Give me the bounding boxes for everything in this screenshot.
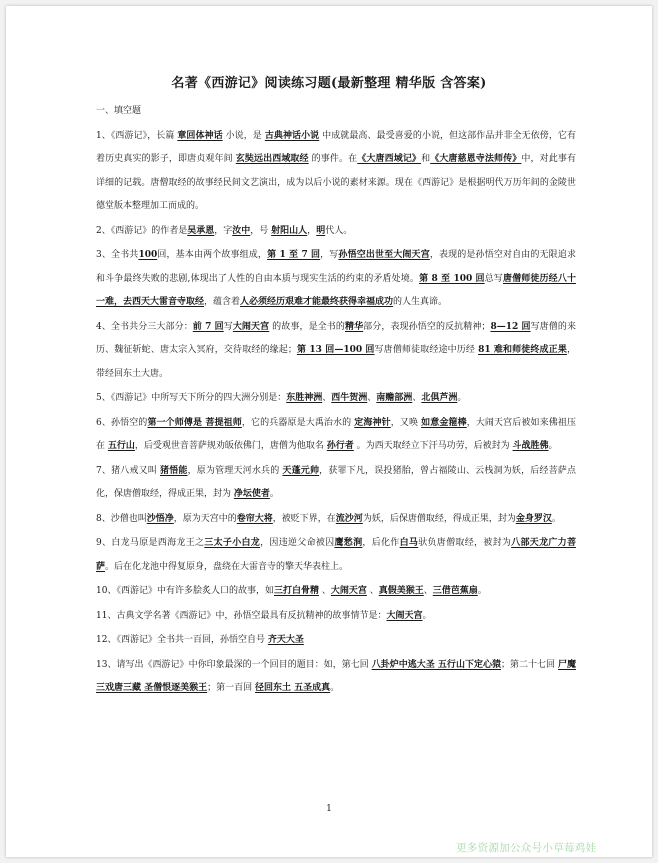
question-text: ，因违逆父命被囚 [260, 538, 335, 548]
question-text: ，被贬下界，在 [272, 513, 336, 524]
question-3 [96, 244, 576, 315]
question-text: 3、全书共 [96, 250, 139, 260]
watermark: 更多资源加公众号小草莓鸡娃 [456, 842, 597, 854]
answer-text: 《大唐西域记》 [357, 154, 422, 164]
question-text: 。 [269, 489, 279, 499]
question-text: ，号 [250, 225, 272, 236]
question-text: 5、《西游记》中所写天下所分的四大洲分别是： [96, 393, 287, 403]
question-text: 。 [548, 441, 558, 451]
question-text: 6、孙悟空的 [96, 417, 148, 428]
question-text: 驮负唐僧取经，被封为 [418, 538, 512, 548]
answer-text: 8—12 回 [490, 321, 531, 332]
answer-text: 斗战胜佛 [512, 441, 549, 451]
answer-text: 孙行者 [326, 441, 354, 451]
question-text: 小说，是 [222, 130, 265, 141]
answer-text: 玄奘远出西域取经 [235, 154, 309, 164]
question-text: 的故事，是全书的 [269, 321, 345, 332]
question-text: 中成就最高、最受喜爱的小说，但这部作品并非全无依傍，它有着历史真实的影子，即唐贞观年间 [96, 130, 576, 164]
question-text: 、 [322, 393, 332, 403]
question-text: ，带经回东土大唐。 [96, 345, 576, 379]
answer-text: 尸魔三戏唐三藏 圣僧恨逐美猴王 [96, 659, 576, 693]
question-text: 、 [423, 586, 433, 596]
question-text: 、 [318, 586, 331, 596]
question-6 [96, 412, 576, 459]
question-text: 10、《西游记》中有许多脍炙人口的故事，如 [96, 586, 274, 596]
answer-text: 五行山 [107, 441, 135, 451]
question-list [96, 125, 576, 701]
answer-text: 前 7 回 [192, 321, 224, 332]
question-text: 部分，表现孙悟空的反抗精神； [363, 321, 491, 332]
question-text: 。 [477, 586, 487, 596]
question-text: ，原为天宫中的 [173, 513, 237, 524]
answer-text: 射阳山人 [271, 225, 308, 236]
answer-text: 第 1 至 7 回 [267, 250, 321, 260]
answer-text: 沙悟净 [146, 513, 174, 524]
answer-text: 大闹天宫 [232, 321, 270, 332]
answer-text: 如意金箍棒 [421, 417, 467, 428]
question-text: 写唐僧师徒取经途中历经 [374, 345, 479, 355]
question-text: 。 [330, 683, 340, 693]
answer-text: 古典神话小说 [264, 130, 320, 141]
question-8 [96, 508, 576, 532]
answer-text: 流沙河 [335, 513, 363, 524]
question-11 [96, 605, 576, 629]
question-text: 1、《西游记》，长篇 [96, 130, 178, 141]
answer-text: 齐天大圣 [267, 635, 304, 645]
document-page [6, 6, 652, 857]
answer-text: 净坛使者 [233, 489, 270, 499]
question-text: ，后化作 [362, 538, 400, 548]
question-text: ，表现的是孙悟空对自由的无限追求和斗争最终失败的悲剧,体现出了人性的自由本质与现实生活的约束的矛盾处境。 [96, 250, 576, 284]
question-text: 。 [551, 513, 561, 524]
question-text: ；第一百回 [207, 683, 256, 693]
answer-text: 北俱芦洲 [421, 393, 458, 403]
answer-text: 定海神针 [354, 417, 391, 428]
answer-text: 第 13 回—100 回 [296, 345, 375, 355]
answer-text: 第一个师傅是 菩提祖师 [147, 417, 242, 428]
question-text: ，后受观世音菩萨规劝皈依佛门，唐僧为他取名 [134, 441, 327, 451]
answer-text: 吴承恩 [187, 225, 215, 236]
answer-text: 南赡部洲 [376, 393, 413, 403]
answer-text: 三太子小白龙 [204, 538, 261, 548]
answer-text: 真假美猴王 [378, 586, 424, 596]
question-text: ，它的兵器原是大禹治水的 [241, 417, 355, 428]
question-text: 。后在化龙池中得复原身，盘绕在大雷音寺的擎天华表柱上。 [105, 561, 349, 572]
question-text: 13、请写出《西游记》中你印象最深的一个回目的题目：如，第七回 [96, 659, 372, 670]
question-7 [96, 460, 576, 507]
question-text: ， [307, 225, 317, 236]
answer-text: 八卦炉中逃大圣 五行山下定心猿 [371, 659, 501, 670]
answer-text: 八部天龙广力菩萨 [96, 538, 576, 572]
answer-text: 三借芭蕉扇 [432, 586, 478, 596]
answer-text: 卷帘大将 [236, 513, 273, 524]
question-text: 。 [422, 610, 432, 621]
question-text: 7、猪八戒又叫 [96, 465, 161, 476]
question-text: ，又唤 [390, 417, 422, 428]
question-text: 2、《西游记》的作者是 [96, 225, 188, 236]
question-12 [96, 629, 576, 653]
question-text: 回，基本由两个故事组成， [157, 250, 268, 260]
question-text: 、 [366, 586, 379, 596]
question-text: ，大闹天宫后被如来佛祖压在 [96, 417, 576, 451]
answer-text: 100 [138, 250, 158, 260]
page-number: 1 [326, 804, 332, 814]
question-9 [96, 532, 576, 579]
question-text: 的人生真谛。 [393, 297, 448, 307]
answer-text: 《大唐慈恩寺法师传》 [430, 154, 522, 164]
question-text: ，蕴含着 [204, 297, 241, 307]
question-text: ，写 [320, 250, 339, 260]
answer-text: 径回东土 五圣成真 [255, 683, 331, 693]
question-text: 12、《西游记》全书共一百回，孙悟空自号 [96, 635, 268, 645]
question-text: ，获罪下凡，误投猪胎，曾占福陵山、云栈洞为妖，后经菩萨点化，保唐僧取经，得成正果，封为 [96, 465, 576, 499]
document-body [96, 100, 576, 702]
answer-text: 81 难和师徒终成正果 [478, 345, 567, 355]
question-text: ，原为管理天河水兵的 [187, 465, 283, 476]
answer-text: 猪悟能 [160, 465, 188, 476]
question-text: 9、白龙马原是西海龙王之 [96, 538, 205, 548]
question-text: 为妖，后保唐僧取经，得成正果，封为 [362, 513, 516, 524]
question-text: 写 [223, 321, 233, 332]
answer-text: 三打白骨精 [273, 586, 319, 596]
question-4 [96, 316, 576, 387]
question-text: 、 [367, 393, 377, 403]
answer-text: 第 8 至 100 回 [419, 273, 485, 284]
question-text: 代人。 [325, 225, 353, 236]
question-text: 总写 [484, 273, 503, 284]
section-heading: 一、填空题 [96, 106, 142, 116]
question-text: 11、古典文学名著《西游记》中，孙悟空最具有反抗精神的故事情节是： [96, 610, 387, 621]
answer-text: 大闹天宫 [386, 610, 423, 621]
answer-text: 金身罗汉 [515, 513, 552, 524]
answer-text: 白马 [399, 538, 419, 548]
question-text: 4、全书共分三大部分： [96, 321, 193, 332]
question-text: 。为西天取经立下汗马功劳，后被封为 [353, 441, 513, 451]
answer-text: 章回体神话 [177, 130, 223, 141]
answer-text: 汝中 [232, 225, 251, 236]
question-5 [96, 387, 576, 411]
question-text: 的事件。在 [308, 154, 358, 164]
question-text: 中，对此事有详细的记载。唐僧取经的故事经民间文艺演出，成为以后小说的素材来源。现在《西游记》是根据明代万历年间的金陵世德堂版本整理加工而成的。 [96, 154, 576, 211]
question-text: 。 [457, 393, 467, 403]
page-title: 名著《西游记》阅读练习题(最新整理 精华版 含答案) [171, 76, 487, 91]
answer-text: 孙悟空出世至大闹天宫 [338, 250, 430, 260]
answer-text: 精华 [344, 321, 364, 332]
question-text: ，字 [214, 225, 233, 236]
question-text: 、 [412, 393, 422, 403]
question-13 [96, 654, 576, 701]
answer-text: 唐僧师徒历经八十一难，去西天大雷音寺取经 [96, 273, 576, 307]
answer-text: 明 [316, 225, 326, 236]
question-text: 写唐僧的来历、魏征斩蛇、唐太宗入冥府，交待取经的缘起； [96, 321, 576, 355]
answer-text: 西牛贺洲 [331, 393, 368, 403]
question-1 [96, 125, 576, 219]
answer-text: 鹰愁涧 [334, 538, 363, 548]
question-2 [96, 220, 576, 244]
answer-text: 人必须经历艰难才能最终获得幸福成功 [240, 297, 394, 307]
answer-text: 天蓬元帅 [282, 465, 320, 476]
question-text: 8、沙僧也叫 [96, 513, 147, 524]
answer-text: 大闹天宫 [330, 586, 367, 596]
question-text: 和 [421, 154, 431, 164]
question-text: ；第二十七回 [501, 659, 558, 670]
answer-text: 东胜神洲 [286, 393, 323, 403]
question-10 [96, 580, 576, 604]
